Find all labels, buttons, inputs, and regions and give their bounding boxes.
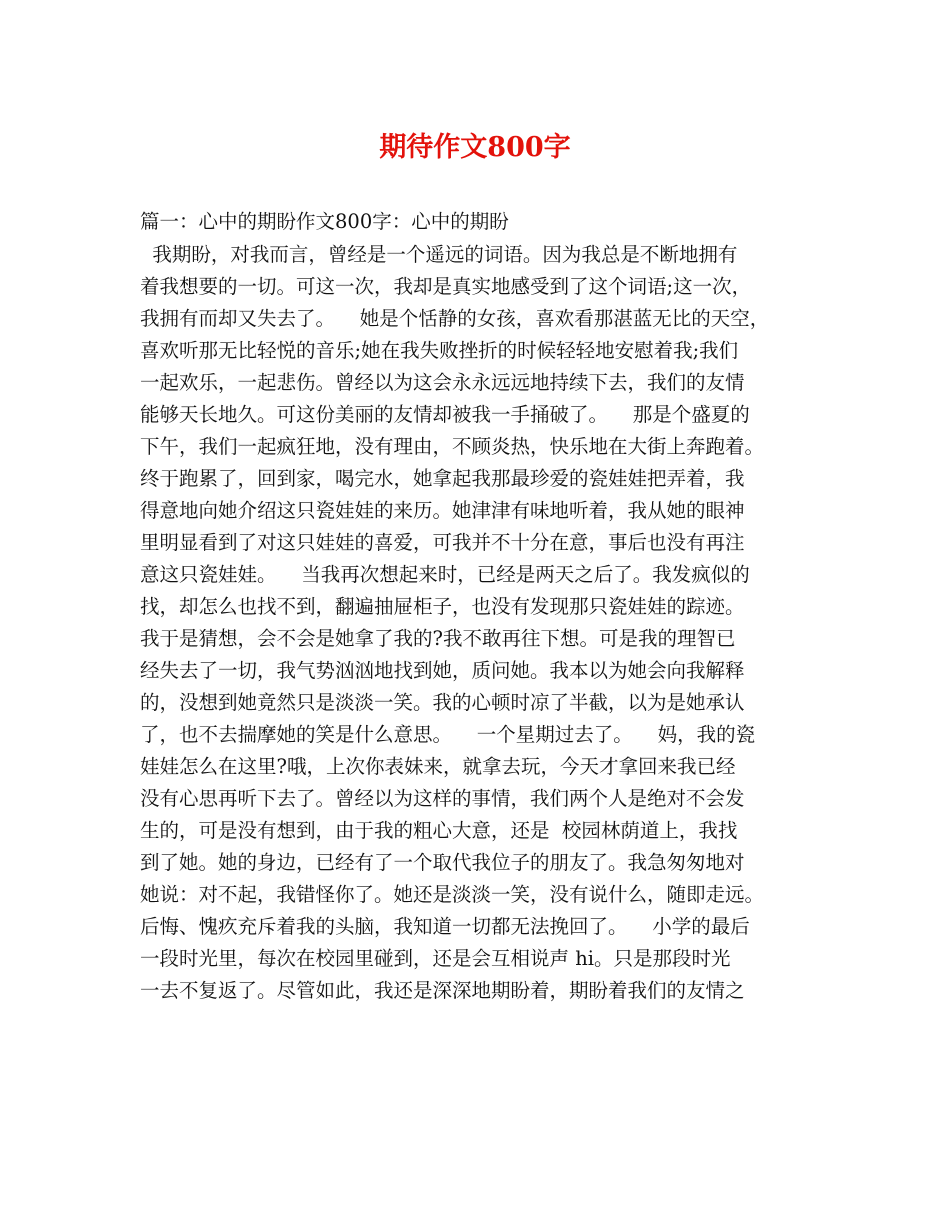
essay-line: 了，也不去揣摩她的笑是什么意思。 一个星期过去了。 妈，我的瓷: [140, 723, 756, 746]
essay-line: 得意地向她介绍这只瓷娃娃的来历。她津津有味地听着，我从她的眼神: [140, 499, 745, 522]
essay-line: 我期盼，对我而言，曾经是一个遥远的词语。因为我总是不断地拥有: [140, 243, 738, 266]
essay-line: 到了她。她的身边，已经有了一个取代我位子的朋友了。我急匆匆地对: [140, 851, 745, 874]
essay-line: 生的，可是没有想到，由于我的粗心大意，还是 校园林荫道上，我找: [140, 819, 738, 842]
essay-line: 意这只瓷娃娃。 当我再次想起来时，已经是两天之后了。我发疯似的: [140, 563, 750, 586]
essay-line: 一起欢乐，一起悲伤。曾经以为这会永永远远地持续下去，我们的友情: [140, 371, 745, 394]
essay-line: 里明显看到了对这只娃娃的喜爱，可我并不十分在意，事后也没有再注: [140, 531, 745, 554]
section-heading: 篇一：心中的期盼作文800字：心中的期盼: [140, 210, 509, 233]
essay-line: 一段时光里，每次在校园里碰到，还是会互相说声 hi。只是那段时光: [140, 947, 731, 970]
document-title: 期待作文800字: [379, 132, 571, 163]
essay-line: 没有心思再听下去了。曾经以为这样的事情，我们两个人是绝对不会发: [140, 787, 745, 810]
essay-body: [140, 239, 840, 1007]
essay-line: 经失去了一切，我气势汹汹地找到她，质问她。我本以为她会向我解释: [140, 659, 745, 682]
essay-line: 的，没想到她竟然只是淡淡一笑。我的心顿时凉了半截，以为是她承认: [140, 691, 745, 714]
essay-line: 一去不复返了。尽管如此，我还是深深地期盼着，期盼着我们的友情之: [140, 979, 745, 1002]
essay-line: 能够天长地久。可这份美丽的友情却被我一手捅破了。 那是个盛夏的: [140, 403, 750, 426]
essay-line: 她说：对不起，我错怪你了。她还是淡淡一笑，没有说什么，随即走远。: [140, 883, 765, 906]
essay-line: 终于跑累了，回到家，喝完水，她拿起我那最珍爱的瓷娃娃把弄着，我: [140, 467, 745, 490]
essay-line: 找，却怎么也找不到，翻遍抽屉柜子，也没有发现那只瓷娃娃的踪迹。: [140, 595, 745, 618]
essay-line: 我于是猜想，会不会是她拿了我的?我不敢再往下想。可是我的理智已: [140, 627, 736, 650]
essay-line: 我拥有而却又失去了。 她是个恬静的女孩，喜欢看那湛蓝无比的天空，: [140, 307, 770, 330]
essay-line: 喜欢听那无比轻悦的音乐;她在我失败挫折的时候轻轻地安慰着我;我们: [140, 339, 739, 362]
essay-line: 娃娃怎么在这里?哦，上次你表妹来，就拿去玩，今天才拿回来我已经: [140, 755, 736, 778]
essay-line: 后悔、愧疚充斥着我的头脑，我知道一切都无法挽回了。 小学的最后: [140, 915, 750, 938]
essay-line: 着我想要的一切。可这一次，我却是真实地感受到了这个词语;这一次，: [140, 275, 752, 298]
essay-line: 下午，我们一起疯狂地，没有理由，不顾炎热，快乐地在大街上奔跑着。: [140, 435, 765, 458]
